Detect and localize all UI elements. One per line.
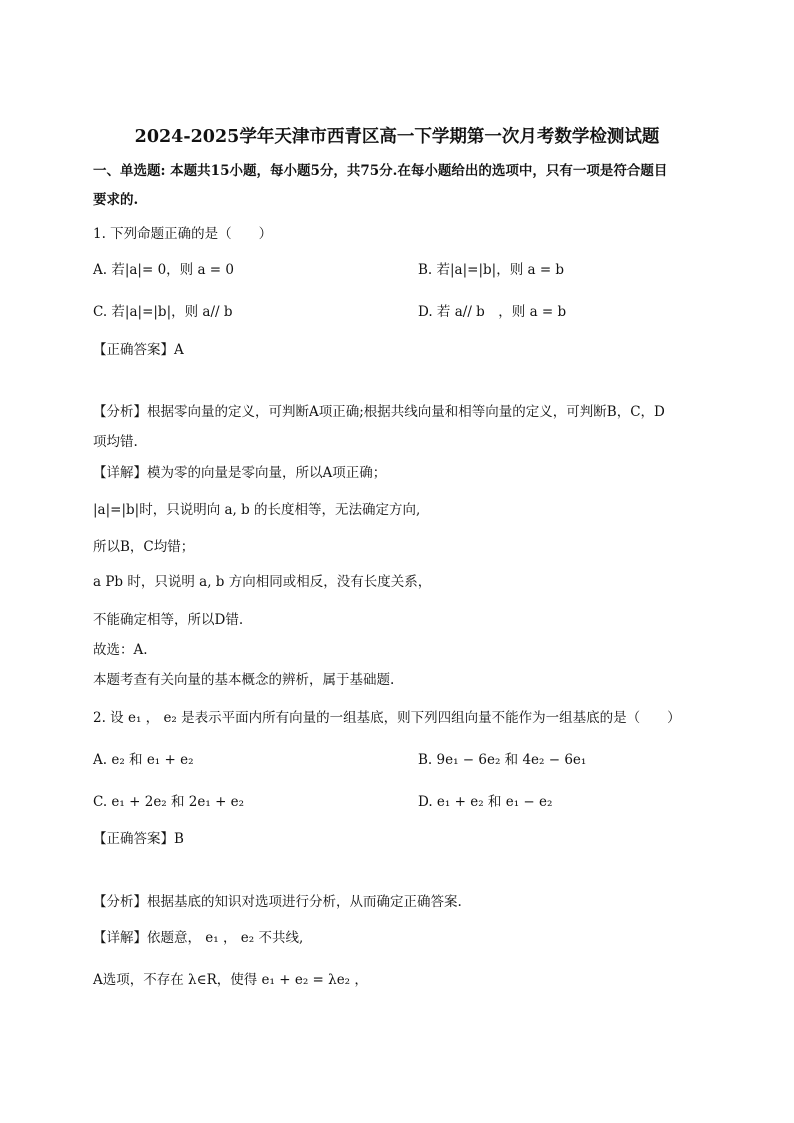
- q1-analysis-line1: 【分析】根据零向量的定义，可判断A项正确;根据共线向量和相等向量的定义，可判断B，C，D: [93, 404, 665, 420]
- q1-analysis-line2: 项均错.: [93, 434, 138, 450]
- q1-option-d: D. 若 a// b ，则 a = b: [418, 304, 567, 320]
- q1-note: 本题考查有关向量的基本概念的辨析，属于基础题.: [93, 672, 395, 688]
- page-title: 2024-2025学年天津市西青区高一下学期第一次月考数学检测试题: [134, 127, 660, 147]
- q1-answer: 【正确答案】A: [93, 342, 184, 358]
- q2-detail-line1: 【详解】依题意， e₁ ， e₂ 不共线,: [93, 930, 304, 946]
- q1-detail-line1: 【详解】模为零的向量是零向量，所以A项正确；: [93, 465, 387, 481]
- section-heading-line1: 一、单选题: 本题共15小题，每小题5分，共75分.在每小题给出的选项中，只有一项是符合题目: [93, 163, 668, 179]
- q1-detail-line4: a Pb 时，只说明 a, b 方向相同或相反，没有长度关系，: [93, 574, 432, 590]
- q1-option-c: C. 若|a|=|b|，则 a// b: [93, 304, 233, 320]
- q1-option-b: B. 若|a|=|b|，则 a = b: [418, 262, 565, 278]
- q1-detail-line3: 所以B，C均错；: [93, 539, 195, 555]
- q1-detail-line2: |a|=|b|时，只说明向 a, b 的长度相等，无法确定方向,: [93, 502, 421, 518]
- q1-choice: 故选：A.: [93, 642, 148, 658]
- q2-stem: 2. 设 e₁ ， e₂ 是表示平面内所有向量的一组基底，则下列四组向量不能作为一组基底的是（ ）: [93, 710, 681, 726]
- q2-option-d: D. e₁ + e₂ 和 e₁ − e₂: [418, 794, 553, 810]
- q2-option-c: C. e₁ + 2e₂ 和 2e₁ + e₂: [93, 794, 245, 810]
- q2-detail-line2: A选项，不存在 λ∈R，使得 e₁ + e₂ = λe₂ ，: [93, 972, 368, 988]
- q1-detail-line5: 不能确定相等，所以D错.: [93, 612, 244, 628]
- q2-option-b: B. 9e₁ − 6e₂ 和 4e₂ − 6e₁: [418, 752, 587, 768]
- q2-analysis: 【分析】根据基底的知识对选项进行分析，从而确定正确答案.: [93, 894, 462, 910]
- q1-option-a: A. 若|a|= 0，则 a = 0: [93, 262, 234, 278]
- q1-stem: 1. 下列命题正确的是（ ）: [93, 226, 273, 242]
- section-heading-line2: 要求的.: [93, 192, 139, 208]
- q2-option-a: A. e₂ 和 e₁ + e₂: [93, 752, 194, 768]
- q2-answer: 【正确答案】B: [93, 831, 184, 847]
